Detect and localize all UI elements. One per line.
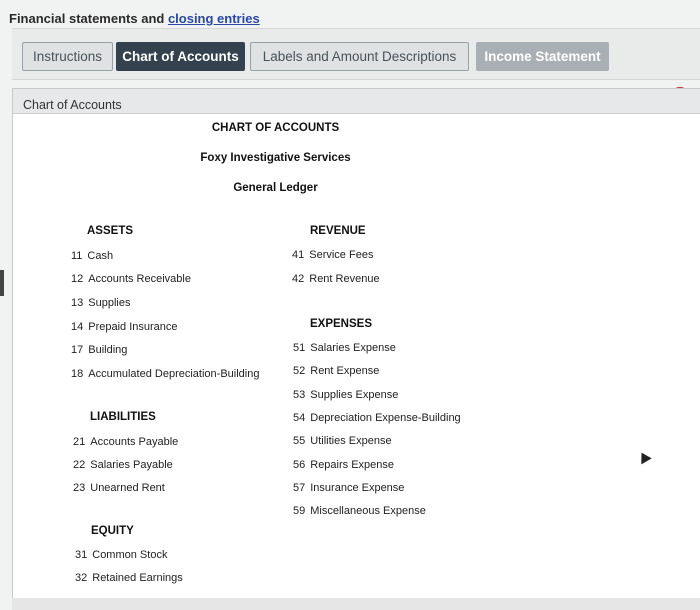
section-liabilities: LIABILITIES (90, 411, 156, 423)
tab-labels-and-amount-descriptions[interactable]: Labels and Amount Descriptions (250, 42, 469, 71)
account-row: 12 Accounts Receivable (71, 273, 191, 285)
ledger-title: General Ledger (233, 182, 318, 194)
section-assets: ASSETS (87, 225, 134, 237)
account-row: 55 Utilities Expense (293, 435, 392, 447)
account-row: 51 Salaries Expense (293, 342, 396, 354)
section-equity: EQUITY (91, 525, 134, 537)
account-row: 42 Rent Revenue (292, 273, 380, 285)
account-row: 23 Unearned Rent (73, 482, 165, 494)
bottom-bar (12, 598, 700, 610)
closing-entries-link[interactable]: closing entries (167, 11, 260, 26)
account-row: 59 Miscellaneous Expense (293, 505, 426, 517)
tab-income-statement[interactable]: Income Statement (476, 42, 609, 71)
account-row: 32 Retained Earnings (75, 572, 183, 584)
company-name: Foxy Investigative Services (200, 152, 351, 164)
account-row: 41 Service Fees (292, 249, 374, 261)
tab-bar (12, 28, 700, 80)
account-row: 52 Rent Expense (293, 365, 380, 377)
tab-chart-of-accounts[interactable]: Chart of Accounts (116, 42, 245, 71)
chart-heading: CHART OF ACCOUNTS (211, 122, 340, 134)
account-row: 13 Supplies (71, 297, 131, 309)
account-row: 18 Accumulated Depreciation-Building (71, 368, 260, 380)
account-row: 31 Common Stock (75, 549, 168, 561)
account-row: 17 Building (71, 344, 128, 356)
page-title (9, 11, 260, 26)
section-expenses: EXPENSES (310, 318, 372, 330)
page-title-text: Financial statements and (9, 11, 168, 26)
section-revenue: REVENUE (310, 225, 366, 237)
account-row: 53 Supplies Expense (293, 389, 399, 401)
account-row: 54 Depreciation Expense-Building (293, 412, 461, 424)
account-row: 57 Insurance Expense (293, 482, 405, 494)
account-row: 11 Cash (71, 250, 114, 262)
panel-title: Chart of Accounts (23, 98, 122, 112)
account-row: 56 Repairs Expense (293, 459, 395, 471)
left-edge-handle (0, 270, 4, 296)
account-row: 22 Salaries Payable (73, 459, 173, 471)
tab-instructions[interactable]: Instructions (22, 42, 113, 71)
account-row: 14 Prepaid Insurance (71, 321, 178, 333)
account-row: 21 Accounts Payable (73, 436, 179, 448)
chart-of-accounts-panel (12, 88, 700, 600)
panel-header (13, 89, 700, 114)
